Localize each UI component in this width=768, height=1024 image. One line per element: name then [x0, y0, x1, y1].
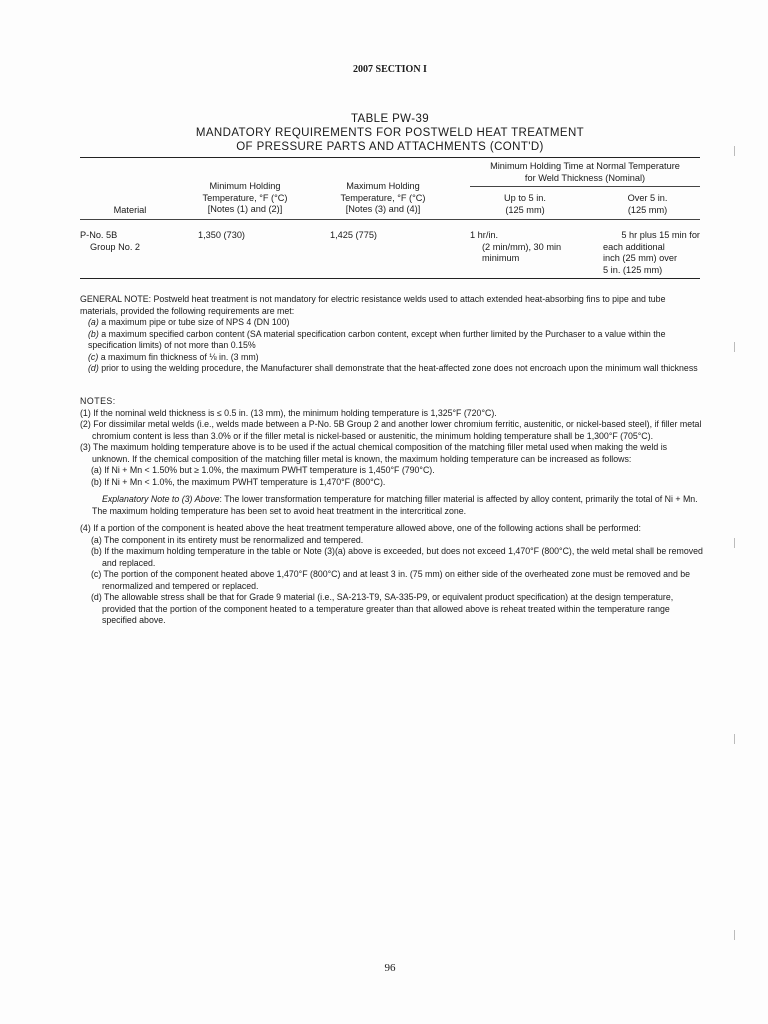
general-note-intro: GENERAL NOTE: Postweld heat treatment is not mandatory for electric resistance welds used to attach extended heat-absorbing fins to pipe and tube materials, provided the following requirements are met: [80, 294, 666, 316]
table-title-line: OF PRESSURE PARTS AND ATTACHMENTS (CONT'D) [236, 141, 544, 153]
margin-mark [734, 930, 735, 940]
page-number: 96 [384, 962, 396, 974]
note-3: (3) The maximum holding temperature above is to be used if the actual chemical composition of the matching filler metal used when making the weld is unknown. If the chemical composition of the matching filler metal is known, the maximum holding temperature can be increased as follows: [80, 442, 668, 464]
header-material: Material [113, 205, 147, 215]
note-2: (2) For dissimilar metal welds (i.e., welds made between a P-No. 5B Group 2 and another lower chromium ferritic, austenitic, or nickel-based steel), if filler metal chromium content is less than 3.0% or if the filler metal is nickel-based or austenitic, the minimum holding temperature shall be 1,300°F (705°C). [80, 419, 702, 441]
cell-over-5: 5 hr plus 15 min for each additional inch (25 mm) over 5 in. (125 mm) [603, 230, 700, 275]
header-holding-time: Minimum Holding Time at Normal Temperature for Weld Thickness (Nominal) [490, 161, 680, 183]
note-3b: (b) If Ni + Mn < 1.0%, the maximum PWHT temperature is 1,470°F (800°C). [91, 476, 386, 487]
general-note-item: (d) prior to using the welding procedure, the Manufacturer shall demonstrate that the heat-affected zone does not encroach upon the minimum wall thickness [88, 363, 698, 373]
margin-mark [734, 342, 735, 352]
general-note-item: (a) a maximum pipe or tube size of NPS 4 (DN 100) [88, 317, 290, 327]
header-max-temp: Maximum Holding Temperature, °F (°C) [Notes (3) and (4)] [340, 181, 426, 214]
group-header-rule [470, 186, 700, 187]
table-title [80, 112, 700, 154]
cell-up-to-5: 1 hr/in. (2 min/mm), 30 min minimum [470, 230, 562, 263]
header-bottom-rule [80, 219, 700, 220]
note-3a: (a) If Ni + Mn < 1.50% but ≥ 1.0%, the maximum PWHT temperature is 1,450°F (790°C). [91, 465, 435, 475]
document-page [80, 0, 703, 1024]
table-title-line: MANDATORY REQUIREMENTS FOR POSTWELD HEAT TREATMENT [195, 127, 585, 139]
table-title-line: TABLE PW-39 [350, 113, 430, 125]
note-4a: (a) The component in its entirety must be renormalized and tempered. [91, 534, 364, 545]
note-4d: (d) The allowable stress shall be that for Grade 9 material (i.e., SA-213-T9, SA-335-P9, or equivalent product specification) at the design temperature, provided that the portion of the component heated to a temperature greater than that allowed above is reheat treated within the temperature range specified above. [91, 592, 674, 625]
note-4c: (c) The portion of the component heated above 1,470°F (800°C) and at least 3 in. (75 mm) on either side of the overheated zone must be removed and be renormalized and tempered or replaced. [91, 569, 691, 591]
margin-mark [734, 146, 735, 156]
header-min-temp: Minimum Holding Temperature, °F (°C) [Notes (1) and (2)] [202, 181, 288, 214]
cell-min-temp: 1,350 (730) [198, 230, 245, 240]
margin-mark [734, 734, 735, 744]
note-3-explanatory: Explanatory Note to (3) Above: The lower transformation temperature for matching filler material is affected by alloy content, primarily the total of Ni + Mn. The maximum holding temperature has been set to avoid heat treatment in the intercritical zone. [92, 494, 698, 516]
section-header: 2007 SECTION I [353, 64, 427, 75]
header-over-5: Over 5 in. (125 mm) [627, 193, 668, 215]
general-note [80, 294, 705, 375]
cell-max-temp: 1,425 (775) [330, 230, 377, 240]
table-bottom-rule [80, 278, 700, 279]
margin-mark [734, 538, 735, 548]
header-up-to-5: Up to 5 in. (125 mm) [504, 193, 546, 215]
general-note-item: (c) a maximum fin thickness of ⅛ in. (3 mm) [88, 351, 259, 362]
cell-material: P-No. 5B Group No. 2 [80, 230, 141, 252]
note-4: (4) If a portion of the component is heated above the heat treatment temperature allowed above, one of the following actions shall be performed: [80, 523, 641, 533]
table-top-rule [80, 157, 700, 158]
note-4b: (b) If the maximum holding temperature in the table or Note (3)(a) above is exceeded, but does not exceed 1,470°F (800°C), the weld metal shall be removed and replaced. [91, 546, 703, 568]
note-1: (1) If the nominal weld thickness is ≤ 0.5 in. (13 mm), the minimum holding temperature is 1,325°F (720°C). [80, 407, 497, 418]
notes [80, 396, 705, 627]
notes-heading: NOTES: [80, 396, 116, 406]
general-note-item: (b) a maximum specified carbon content (SA material specification carbon content, except when further limited by the Purchaser to a value within the specification limits) of not more than 0.15% [88, 328, 666, 350]
